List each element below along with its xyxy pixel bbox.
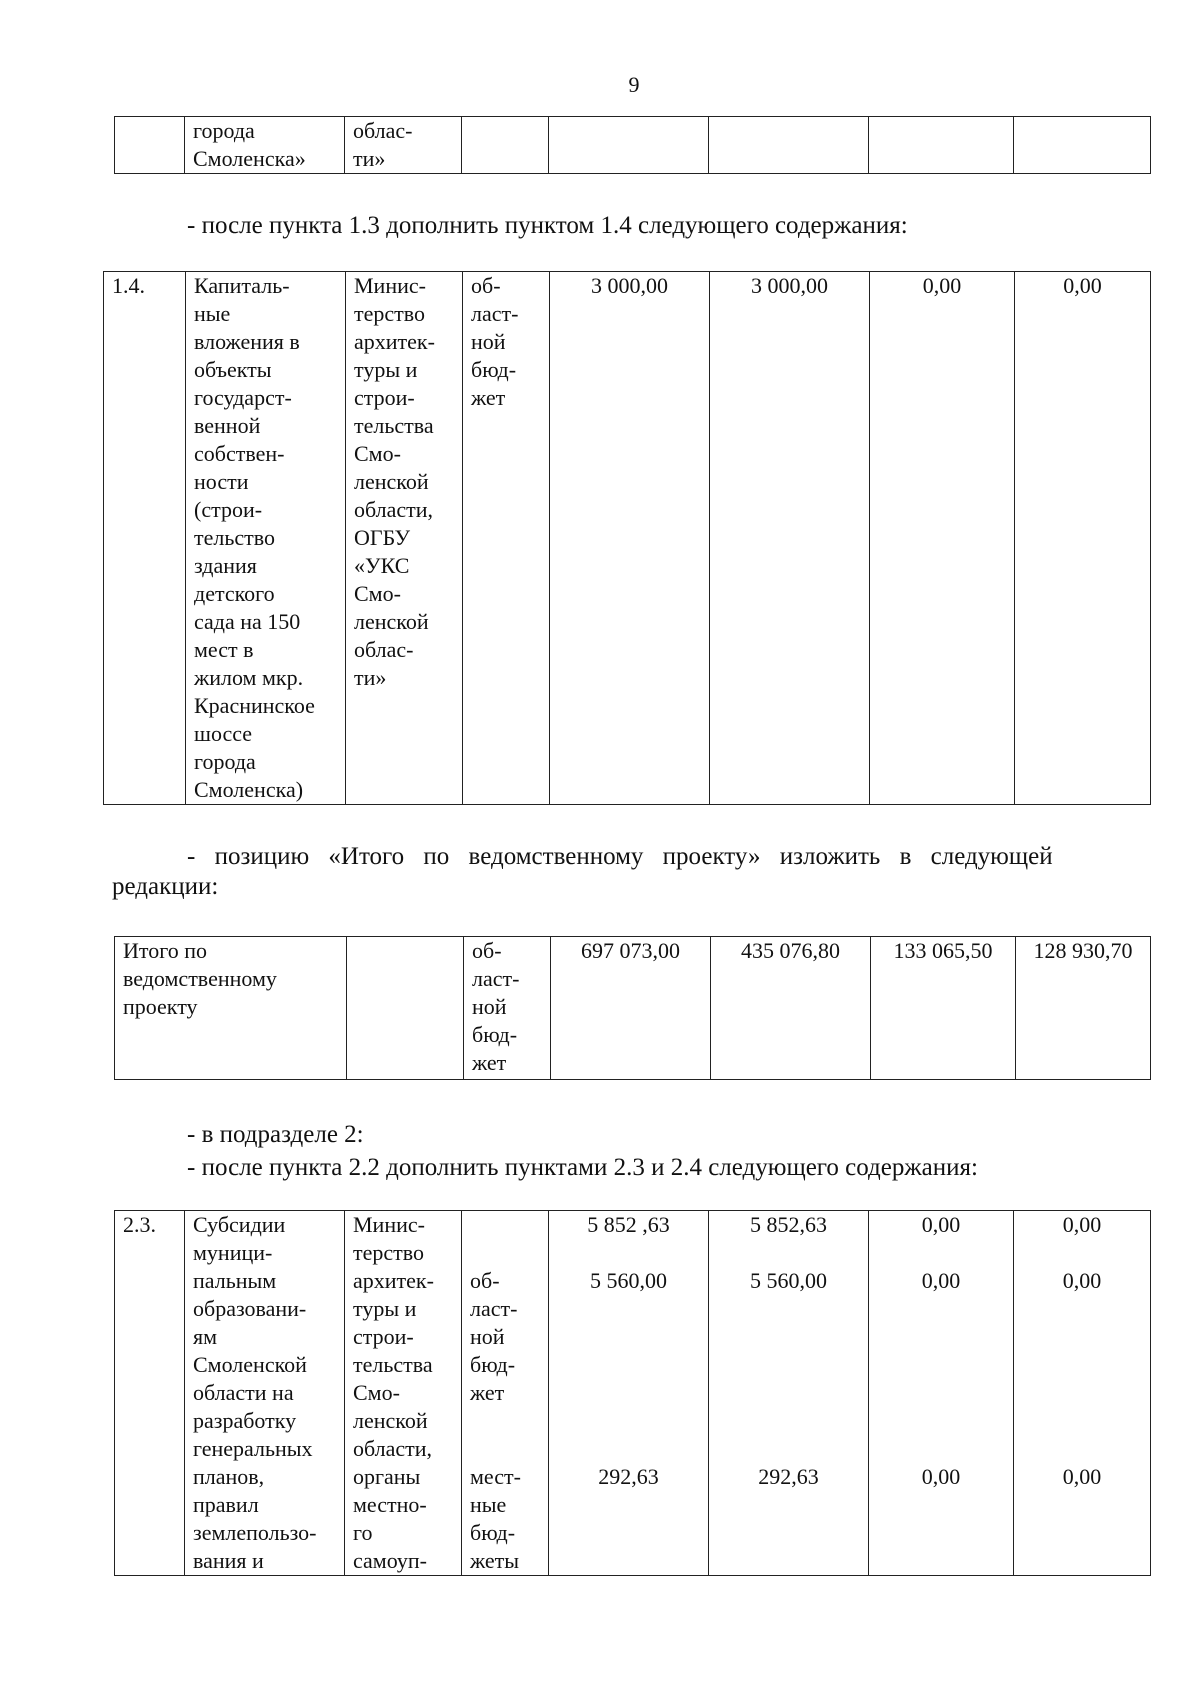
instruction-paragraph: - в подразделе 2: xyxy=(187,1121,364,1148)
item-executor: Минис- терство архитек- туры и строи- тельства Смо- ленской области, ОГБУ «УКС Смо- ленской облас- ти» xyxy=(346,272,463,805)
item-value-year2: 0,00 xyxy=(870,272,1015,805)
instruction-line: редакции: xyxy=(112,873,219,900)
item-number: 2.3. xyxy=(115,1211,185,1576)
total-value-all: 697 073,00 xyxy=(551,937,711,1080)
item-source: об- ласт- ной бюд- жет мест- ные бюд- жеты xyxy=(462,1211,549,1576)
item-value-year1: 5 852,63 5 560,00 292,63 xyxy=(709,1211,869,1576)
item-value-year2: 0,00 0,00 0,00 xyxy=(869,1211,1014,1576)
number-cell xyxy=(115,117,185,174)
instruction-paragraph xyxy=(112,842,1152,902)
total-source: об- ласт- ной бюд- жет xyxy=(464,937,551,1080)
instruction-paragraph: - после пункта 2.2 дополнить пунктами 2.3 и 2.4 следующего содержания: xyxy=(187,1154,978,1181)
table-continuation xyxy=(114,116,1151,174)
item-value-total: 5 852 ,63 5 560,00 292,63 xyxy=(549,1211,709,1576)
table-total xyxy=(114,936,1151,1080)
value-cell xyxy=(709,117,869,174)
item-executor: Минис- терство архитек- туры и строи- тельства Смо- ленской области, органы местно- го самоуп- xyxy=(345,1211,462,1576)
item-value-year1: 3 000,00 xyxy=(710,272,870,805)
item-value-total: 3 000,00 xyxy=(550,272,710,805)
item-name: Субсидии муници- пальным образовани- ям Смоленской области на разработку генеральных планов, правил землепользо- вания и xyxy=(185,1211,345,1576)
table-item-1-4 xyxy=(103,271,1151,805)
value-cell xyxy=(869,117,1014,174)
executor-cell: облас- ти» xyxy=(345,117,462,174)
item-value-year3: 0,00 xyxy=(1015,272,1151,805)
item-source: об- ласт- ной бюд- жет xyxy=(463,272,550,805)
instruction-paragraph: - после пункта 1.3 дополнить пунктом 1.4 следующего содержания: xyxy=(187,212,908,239)
total-value-year3: 128 930,70 xyxy=(1016,937,1151,1080)
total-value-year1: 435 076,80 xyxy=(711,937,871,1080)
item-name: Капиталь- ные вложения в объекты государст- венной собствен- ности (строи- тельство здания детского сада на 150 мест в жилом мкр. Краснинское шоссе города Смоленска) xyxy=(186,272,346,805)
total-value-year2: 133 065,50 xyxy=(871,937,1016,1080)
table-item-2-3 xyxy=(114,1210,1151,1576)
name-cell: города Смоленска» xyxy=(185,117,345,174)
total-executor xyxy=(347,937,464,1080)
total-name: Итого по ведомственному проекту xyxy=(115,937,347,1080)
value-cell xyxy=(549,117,709,174)
item-number: 1.4. xyxy=(104,272,186,805)
item-value-year3: 0,00 0,00 0,00 xyxy=(1014,1211,1151,1576)
instruction-line: - позицию «Итого по ведомственному проекту» изложить в следующей xyxy=(187,843,1053,870)
page-number: 9 xyxy=(628,72,640,97)
source-cell xyxy=(462,117,549,174)
value-cell xyxy=(1014,117,1151,174)
